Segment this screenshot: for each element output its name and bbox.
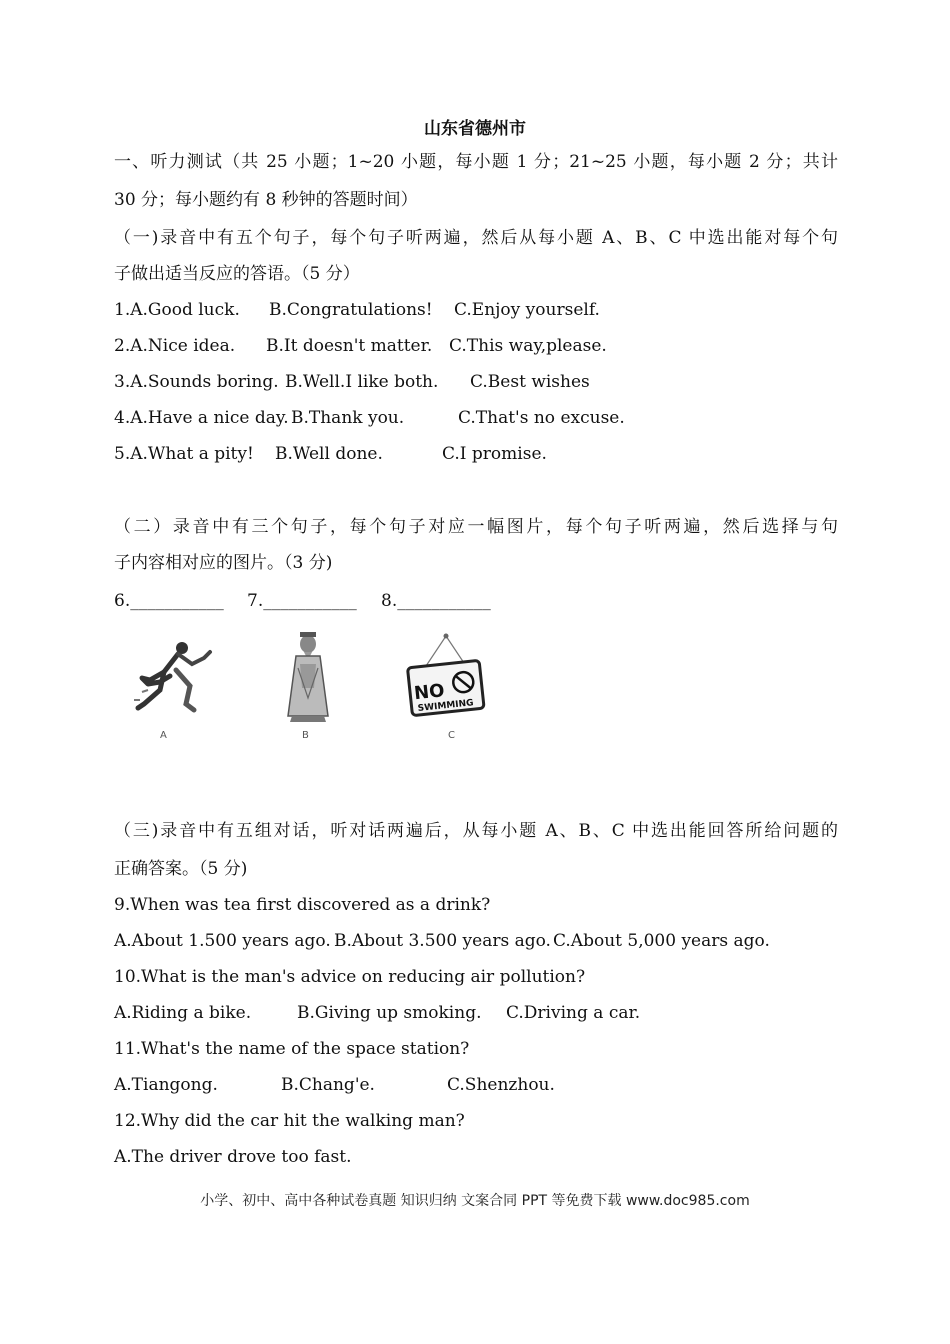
question-12: 12.Why did the car hit the walking man? xyxy=(114,1111,465,1131)
option-b: B.Thank you. xyxy=(291,408,405,428)
part1-instruction-line1: （一)录音中有五个句子，每个句子听两遍，然后从每小题 A、B、C 中选出能对每个句 xyxy=(114,228,838,248)
part2-instruction-line1: （二）录音中有三个句子，每个句子对应一幅图片，每个句子听两遍，然后选择与句 xyxy=(114,517,838,537)
option-a: A.About 1.500 years ago. xyxy=(114,931,331,951)
option-a: A.Riding a bike. xyxy=(114,1003,252,1023)
sign-text-no: NO xyxy=(413,680,446,705)
option-c: C.This way,please. xyxy=(449,336,607,356)
picture-options xyxy=(120,624,520,754)
confucius-statue-icon xyxy=(278,628,338,724)
picture-label-b: B xyxy=(302,730,309,741)
no-swimming-sign-icon xyxy=(404,632,488,722)
option-c: C.That's no excuse. xyxy=(458,408,625,428)
part2-instruction-line2: 子内容相对应的图片。（3 分) xyxy=(114,553,333,573)
question-11: 11.What's the name of the space station? xyxy=(114,1039,470,1059)
runner-icon xyxy=(128,630,218,720)
option-c: C.Driving a car. xyxy=(506,1003,641,1023)
option-a: A.Tiangong. xyxy=(114,1075,218,1095)
option-c: C.I promise. xyxy=(442,444,547,464)
option-c: C.Shenzhou. xyxy=(447,1075,555,1095)
page-footer: 小学、初中、高中各种试卷真题 知识归纳 文案合同 PPT 等免费下载 www.doc985.com xyxy=(200,1193,750,1209)
option-b: B.It doesn't matter. xyxy=(266,336,433,356)
option-b: B.About 3.500 years ago. xyxy=(334,931,551,951)
option-c: C.Enjoy yourself. xyxy=(454,300,600,320)
option-b: B.Congratulations! xyxy=(269,300,433,320)
section1-instruction-line2: 30 分；每小题约有 8 秒钟的答题时间） xyxy=(114,190,418,210)
picture-label-c: C xyxy=(448,730,455,741)
question-9: 9.When was tea first discovered as a drink? xyxy=(114,895,491,915)
blank-8: 8.___________ xyxy=(381,591,491,611)
option-a: 5.A.What a pity! xyxy=(114,444,254,464)
picture-label-a: A xyxy=(160,730,167,741)
option-b: B.Chang'e. xyxy=(281,1075,375,1095)
part3-instruction-line2: 正确答案。（5 分) xyxy=(114,859,248,879)
option-c: C.About 5,000 years ago. xyxy=(553,931,770,951)
blank-6: 6.___________ xyxy=(114,591,224,611)
option-a: 3.A.Sounds boring. xyxy=(114,372,279,392)
blank-7: 7.___________ xyxy=(247,591,357,611)
option-b: B.Well done. xyxy=(275,444,383,464)
page-title: 山东省德州市 xyxy=(424,119,526,139)
section1-instruction-line1: 一、听力测试（共 25 小题；1~20 小题，每小题 1 分；21~25 小题，每小题 2 分；共计 xyxy=(114,152,838,172)
option-b: B.Well.I like both. xyxy=(285,372,439,392)
part3-instruction-line1: （三)录音中有五组对话，听对话两遍后，从每小题 A、B、C 中选出能回答所给问题的 xyxy=(114,821,838,841)
option-b: B.Giving up smoking. xyxy=(297,1003,482,1023)
question-12-option-a: A.The driver drove too fast. xyxy=(114,1147,352,1167)
question-10: 10.What is the man's advice on reducing air pollution? xyxy=(114,967,586,987)
option-a: 1.A.Good luck. xyxy=(114,300,240,320)
sign-text-swimming: SWIMMING xyxy=(417,698,475,715)
option-c: C.Best wishes xyxy=(470,372,590,392)
part1-instruction-line2: 子做出适当反应的答语。（5 分） xyxy=(114,264,360,284)
option-a: 2.A.Nice idea. xyxy=(114,336,236,356)
option-a: 4.A.Have a nice day. xyxy=(114,408,289,428)
